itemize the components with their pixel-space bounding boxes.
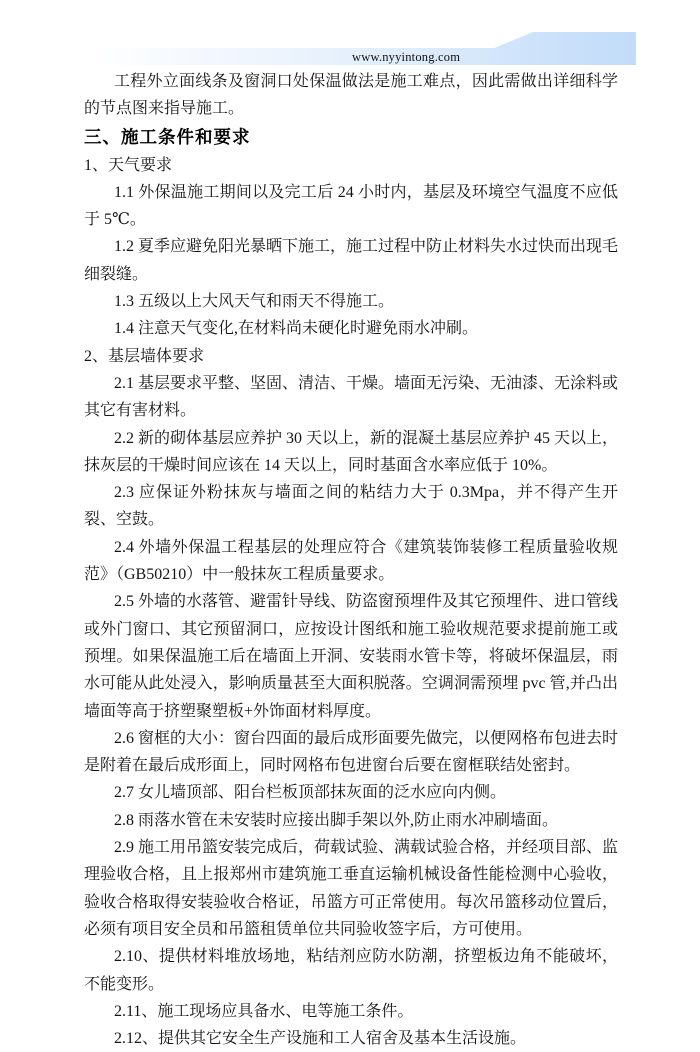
clause-2-6: 2.6 窗框的大小：窗台四面的最后成形面要先做完，以便网格布包进去时是附着在最后成形面上，同时网格布包进窗台后要在窗框联结处密封。 (84, 729, 619, 775)
section-heading: 三、施工条件和要求 (84, 126, 251, 147)
clause-2-7: 2.7 女儿墙顶部、阳台栏板顶部抹灰面的泛水应向内侧。 (114, 784, 507, 802)
clause-1-2: 1.2 夏季应避免阳光暴晒下施工，施工过程中防止材料失水过快而出现毛细裂缝。 (84, 238, 619, 283)
clause-2-8: 2.8 雨落水管在未安装时应接出脚手架以外,防止雨水冲刷墙面。 (114, 811, 559, 829)
clause-2-3: 2.3 应保证外粉抹灰与墙面之间的粘结力大于 0.3Mpa，并不得产生开裂、空鼓。 (84, 484, 618, 529)
document-body (84, 68, 618, 1052)
clause-2-10: 2.10、提供材料堆放场地，粘结剂应防水防潮，挤塑板边角不能破坏，不能变形。 (84, 948, 618, 993)
clause-2-5: 2.5 外墙的水落管、避雷针导线、防盗窗预埋件及其它预埋件、进口管线或外门窗口、其它预留洞口，应按设计图纸和施工验收规范要求提前施工或预埋。如果保温施工后在墙面上开洞、安装雨水管卡等，将破坏保温层，雨水可能从此处浸入，影响质量甚至大面积脱落。空调洞需预埋 pvc 管,并凸出墙面等高于挤塑聚塑板+外饰面材料厚度。 (84, 593, 619, 720)
clause-1-3: 1.3 五级以上大风天气和雨天不得施工。 (114, 293, 395, 311)
clause-1-4: 1.4 注意天气变化,在材料尚未硬化时避免雨水冲刷。 (114, 320, 479, 338)
clause-2-12: 2.12、提供其它安全生产设施和工人宿舍及基本生活设施。 (114, 1030, 527, 1048)
clause-1-1: 1.1 外保温施工期间以及完工后 24 小时内，基层及环境空气温度不应低于 5℃。 (84, 183, 618, 229)
clause-2-2: 2.2 新的砌体基层应养护 30 天以上，新的混凝土基层应养护 45 天以上，抹灰层的干燥时间应该在 14 天以上，同时基面含水率应低于 10%。 (84, 429, 619, 474)
clause-2-11: 2.11、施工现场应具备水、电等施工条件。 (114, 1002, 414, 1020)
clause-2-4: 2.4 外墙外保温工程基层的处理应符合《建筑装饰装修工程质量验收规范》（GB50210）中一般抹灰工程质量要求。 (84, 538, 618, 584)
clause-2-1: 2.1 基层要求平整、坚固、清洁、干燥。墙面无污染、无油漆、无涂料或其它有害材料。 (84, 374, 619, 420)
header-graphic (0, 0, 700, 70)
header-corner-shape (492, 32, 636, 65)
subsection-title-base-wall: 2、基层墙体要求 (84, 347, 205, 365)
website-url: www.nyyintong.com (352, 50, 461, 64)
clause-2-9: 2.9 施工用吊篮安装完成后，荷载试验、满载试验合格，并经项目部、监理验收合格，且上报郑州市建筑施工垂直运输机械设备性能检测中心验收，验收合格取得安装验收合格证，吊篮方可正常使用。每次吊篮移动位置后，必须有项目安全员和吊篮租赁单位共同验收签字后，方可使用。 (84, 839, 619, 938)
paragraph-intro: 工程外立面线条及窗洞口处保温做法是施工难点，因此需做出详细科学的节点图来指导施工。 (84, 73, 618, 118)
subsection-title-weather: 1、天气要求 (84, 156, 173, 174)
